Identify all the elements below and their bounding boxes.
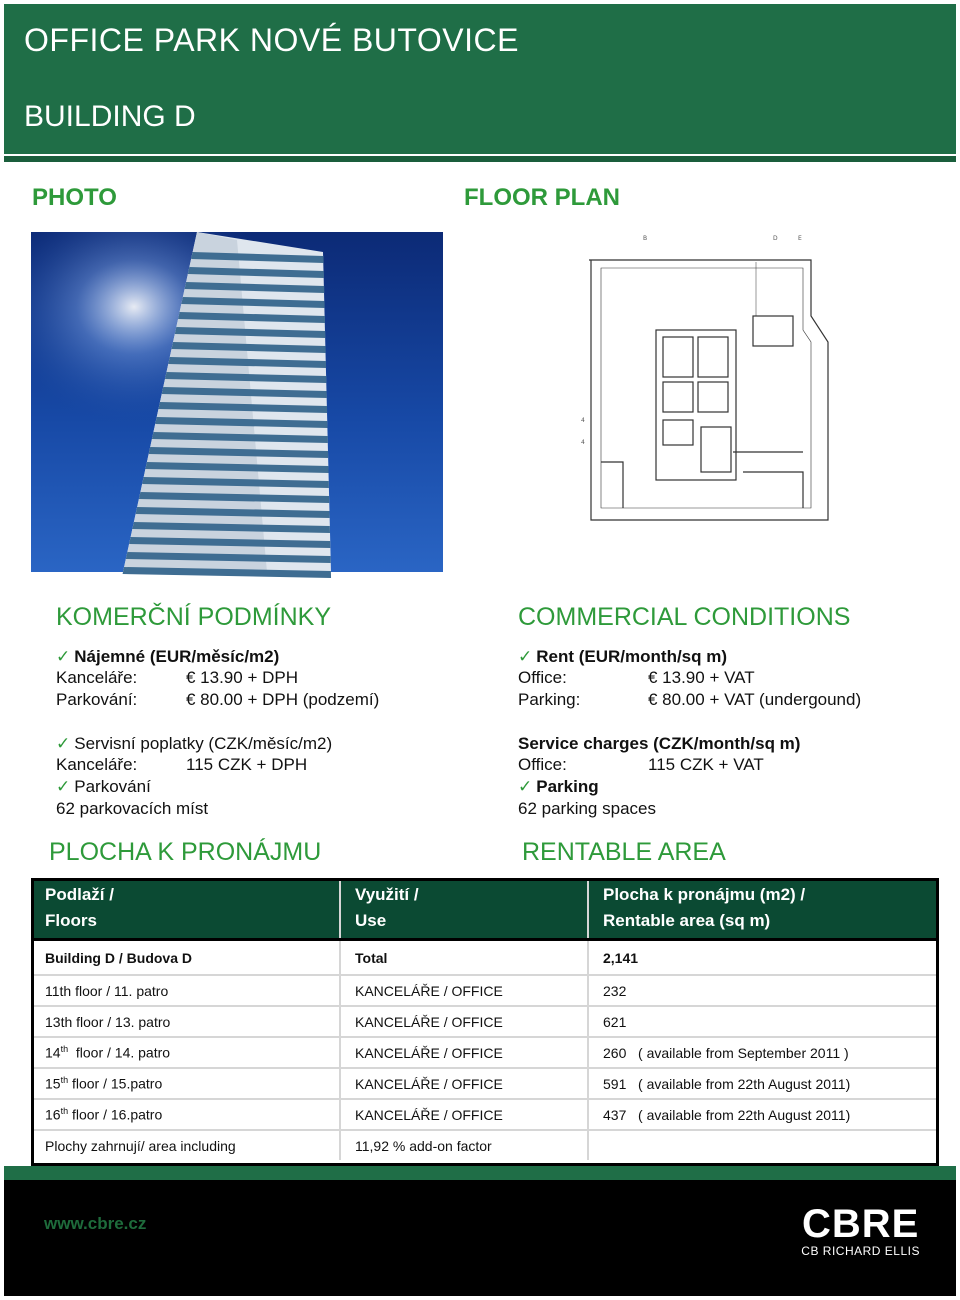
floor-suffix: th (60, 1075, 69, 1086)
cz-conditions-title: KOMERČNÍ PODMÍNKY (56, 603, 332, 631)
cz-parking-head-text: Parkování (74, 777, 151, 796)
svg-text:B: B (643, 235, 648, 242)
table-row-total (31, 940, 937, 976)
area-value: 591 (603, 1075, 627, 1092)
cbre-logo-text: CBRE (801, 1202, 920, 1246)
check-icon: ✓ (56, 734, 71, 753)
cz-parking-value: € 80.00 + DPH (podzemí) (186, 690, 380, 709)
row-area (588, 1099, 937, 1130)
row-use: KANCELÁŘE / OFFICE (340, 1068, 588, 1099)
availability-note: ( available from 22th August 2011) (638, 1106, 851, 1123)
row-use: KANCELÁŘE / OFFICE (340, 1006, 588, 1037)
table-row (31, 975, 937, 1006)
header-floors (31, 878, 340, 940)
en-parking-label: Parking: (518, 690, 581, 709)
area-value: 260 (603, 1044, 627, 1061)
building-title: BUILDING D (24, 100, 196, 133)
row-area (588, 1037, 937, 1068)
row-floor: 11th floor / 11. patro (31, 975, 340, 1006)
en-area-title: RENTABLE AREA (522, 838, 726, 866)
row-floor (31, 1037, 340, 1068)
check-icon: ✓ (56, 647, 71, 666)
row-area: 232 (588, 975, 937, 1006)
building-photo (31, 232, 443, 572)
en-office-value: € 13.90 + VAT (648, 668, 755, 687)
check-icon: ✓ (518, 647, 533, 666)
header-use-en: Use (355, 911, 387, 930)
footer-area-including: Plochy zahrnují/ area including (31, 1130, 340, 1160)
rentable-area-table (31, 878, 937, 1160)
cz-parking-head (56, 777, 151, 797)
en-service-label: Service charges (CZK/month/sq m) (518, 734, 801, 753)
photo-heading: PHOTO (32, 184, 117, 211)
footer-stripe (4, 1166, 956, 1180)
row-use: KANCELÁŘE / OFFICE (340, 1099, 588, 1130)
floor-plan-image (583, 232, 833, 562)
cz-rent-text: Nájemné (EUR/měsíc/m2) (74, 647, 280, 666)
table-row (31, 1006, 937, 1037)
en-service-office-label: Office: (518, 755, 567, 774)
total-building: Building D / Budova D (31, 940, 340, 976)
total-area: 2,141 (588, 940, 937, 976)
check-icon: ✓ (56, 777, 71, 796)
en-rent-label (518, 647, 727, 667)
availability-note: ( available from 22th August 2011) (638, 1075, 851, 1092)
cbre-logo (801, 1204, 920, 1258)
header-floors-cz: Podlaží / (45, 885, 114, 904)
cz-office-label: Kanceláře: (56, 668, 138, 687)
cz-service-office-label: Kanceláře: (56, 755, 138, 774)
floor-number: 15 (45, 1075, 61, 1092)
header-area (588, 878, 937, 940)
cbre-logo-subtitle: CB RICHARD ELLIS (801, 1244, 920, 1258)
en-rent-text: Rent (EUR/month/sq m) (536, 647, 728, 666)
row-floor (31, 1068, 340, 1099)
floor-text: floor / 16.patro (71, 1106, 163, 1123)
en-service-office-value: 115 CZK + VAT (648, 755, 764, 774)
header-area-en: Rentable area (sq m) (603, 911, 771, 930)
svg-text:E: E (798, 235, 802, 242)
en-parking-spaces: 62 parking spaces (518, 799, 656, 818)
cz-service-office-value: 115 CZK + DPH (186, 755, 308, 774)
footer-bar (4, 1180, 956, 1296)
total-label: Total (340, 940, 588, 976)
table-header-row (31, 878, 937, 940)
floor-number: 14 (45, 1044, 61, 1061)
header-divider (4, 156, 956, 162)
table-row (31, 1037, 937, 1068)
floor-plan-heading: FLOOR PLAN (464, 184, 620, 211)
table-row-footer (31, 1130, 937, 1160)
cz-parking-spaces: 62 parkovacích míst (56, 799, 209, 818)
en-office-label: Office: (518, 668, 567, 687)
svg-text:4: 4 (581, 417, 585, 424)
table-row (31, 1068, 937, 1099)
svg-text:D: D (773, 235, 778, 242)
svg-text:4: 4 (581, 439, 585, 446)
page-title: OFFICE PARK NOVÉ BUTOVICE (24, 22, 519, 58)
row-floor: 13th floor / 13. patro (31, 1006, 340, 1037)
availability-note: ( available from September 2011 ) (638, 1044, 849, 1061)
cz-service-label (56, 734, 332, 754)
floor-text: floor / 14. patro (75, 1044, 171, 1061)
website-link[interactable]: www.cbre.cz (44, 1214, 147, 1233)
header-use (340, 878, 588, 940)
footer-addon-factor: 11,92 % add-on factor (340, 1130, 588, 1160)
en-parking-value: € 80.00 + VAT (undergound) (648, 690, 862, 709)
header-use-cz: Využití / (355, 885, 419, 904)
header-banner (4, 4, 956, 154)
floor-suffix: th (60, 1044, 69, 1055)
row-use: KANCELÁŘE / OFFICE (340, 1037, 588, 1068)
en-conditions-title: COMMERCIAL CONDITIONS (518, 603, 851, 631)
row-area: 621 (588, 1006, 937, 1037)
header-area-cz: Plocha k pronájmu (m2) / (603, 885, 806, 904)
check-icon: ✓ (518, 777, 533, 796)
row-area (588, 1068, 937, 1099)
row-floor (31, 1099, 340, 1130)
en-parking-head (518, 777, 599, 797)
table-row (31, 1099, 937, 1130)
floor-suffix: th (60, 1106, 69, 1117)
footer-empty (588, 1130, 937, 1160)
floor-text: floor / 15.patro (71, 1075, 163, 1092)
header-floors-en: Floors (45, 911, 97, 930)
cz-service-text: Servisní poplatky (CZK/měsíc/m2) (74, 734, 333, 753)
cz-rent-label (56, 647, 279, 667)
row-use: KANCELÁŘE / OFFICE (340, 975, 588, 1006)
floor-number: 16 (45, 1106, 61, 1123)
cz-office-value: € 13.90 + DPH (186, 668, 298, 687)
en-parking-head-text: Parking (536, 777, 599, 796)
cz-parking-label: Parkování: (56, 690, 138, 709)
cz-area-title: PLOCHA K PRONÁJMU (49, 838, 322, 866)
area-value: 437 (603, 1106, 627, 1123)
